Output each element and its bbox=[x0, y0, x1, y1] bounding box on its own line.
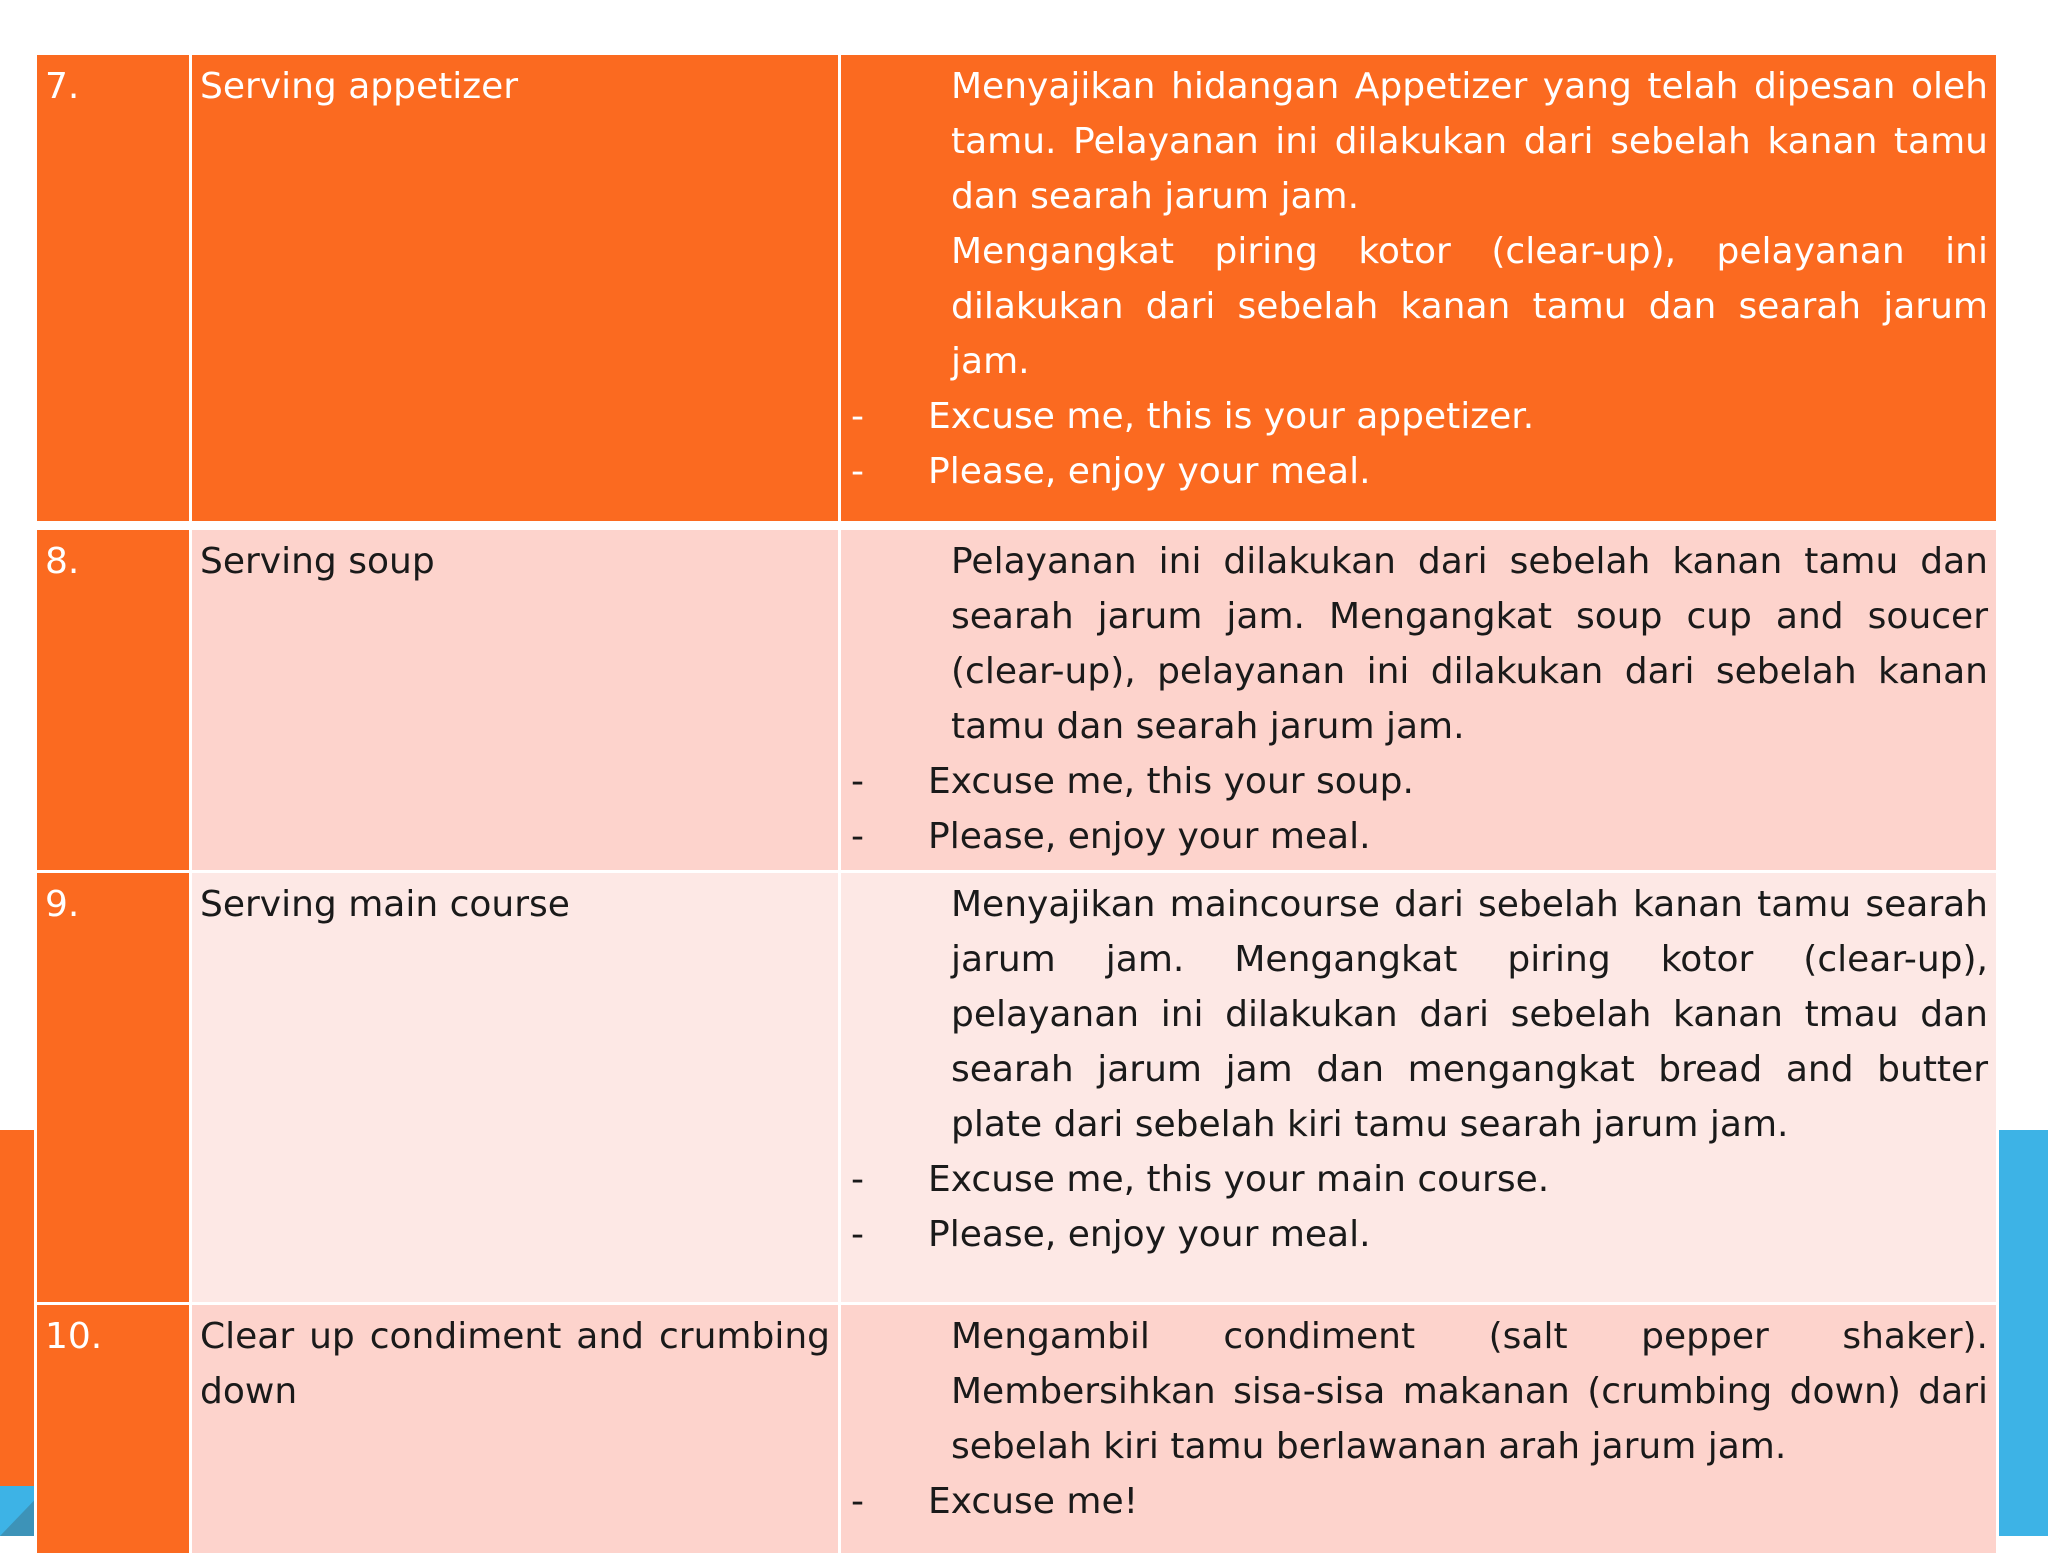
bullet-marker: - bbox=[851, 1214, 864, 1255]
dialogue-bullet bbox=[849, 1207, 1988, 1262]
table-row bbox=[36, 1304, 1998, 1555]
bullet-marker: - bbox=[851, 761, 864, 802]
bullet-text: Please, enjoy your meal. bbox=[928, 1214, 1371, 1255]
step-description-cell bbox=[840, 54, 1998, 526]
bullet-marker: - bbox=[851, 1481, 864, 1522]
description-paragraph: Mengangkat piring kotor (clear-up), pelayanan ini dilakukan dari sebelah kanan tamu dan searah jarum jam. bbox=[951, 231, 1988, 382]
step-description-cell bbox=[840, 872, 1998, 1304]
bullet-text: Please, enjoy your meal. bbox=[928, 816, 1371, 857]
step-name-cell bbox=[191, 872, 840, 1304]
dialogue-bullet bbox=[849, 1474, 1988, 1529]
step-name-cell bbox=[191, 1304, 840, 1555]
dialogue-bullet bbox=[849, 444, 1988, 499]
bullet-text: Excuse me! bbox=[928, 1481, 1139, 1522]
description-paragraph: Mengambil condiment (salt pepper shaker). Membersihkan sisa-sisa makanan (crumbing down) dari sebelah kiri tamu berlawanan arah jarum jam. bbox=[951, 1316, 1988, 1467]
dialogue-bullet bbox=[849, 809, 1988, 864]
bullet-text: Excuse me, this your soup. bbox=[928, 761, 1414, 802]
description-paragraph: Pelayanan ini dilakukan dari sebelah kanan tamu dan searah jarum jam. Mengangkat soup cup and soucer (clear-up), pelayanan ini dilakukan dari sebelah kanan tamu dan searah jarum jam. bbox=[951, 541, 1988, 747]
bullet-marker: - bbox=[851, 396, 864, 437]
bullet-marker: - bbox=[851, 816, 864, 857]
step-number-cell bbox=[36, 872, 191, 1304]
step-number: 7. bbox=[45, 66, 80, 107]
step-name: Serving soup bbox=[200, 541, 435, 582]
bullet-text: Please, enjoy your meal. bbox=[928, 451, 1371, 492]
description-paragraph: Menyajikan hidangan Appetizer yang telah dipesan oleh tamu. Pelayanan ini dilakukan dari sebelah kanan tamu dan searah jarum jam. bbox=[951, 66, 1988, 217]
step-number: 9. bbox=[45, 884, 80, 925]
bullet-text: Excuse me, this is your appetizer. bbox=[928, 396, 1535, 437]
dialogue-bullet bbox=[849, 1152, 1988, 1207]
step-name-cell bbox=[191, 54, 840, 526]
description-paragraph: Menyajikan maincourse dari sebelah kanan tamu searah jarum jam. Mengangkat piring kotor (clear-up), pelayanan ini dilakukan dari sebelah kanan tmau dan searah jarum jam dan mengangkat bread and butter plate dari sebelah kiri tamu searah jarum jam. bbox=[951, 884, 1988, 1145]
service-steps-table bbox=[34, 52, 1999, 1556]
table-row bbox=[36, 54, 1998, 526]
step-description-cell bbox=[840, 526, 1998, 872]
bullet-marker: - bbox=[851, 1159, 864, 1200]
step-name-cell bbox=[191, 526, 840, 872]
step-name: Serving main course bbox=[200, 884, 570, 925]
bullet-marker: - bbox=[851, 451, 864, 492]
step-number: 10. bbox=[45, 1316, 103, 1357]
step-number-cell bbox=[36, 526, 191, 872]
bullet-text: Excuse me, this your main course. bbox=[928, 1159, 1550, 1200]
step-number-cell bbox=[36, 54, 191, 526]
step-name: Serving appetizer bbox=[200, 66, 519, 107]
step-description-cell bbox=[840, 1304, 1998, 1555]
step-name: Clear up condiment and crumbing down bbox=[200, 1316, 830, 1412]
table-row bbox=[36, 526, 1998, 872]
step-number-cell bbox=[36, 1304, 191, 1555]
step-number: 8. bbox=[45, 541, 80, 582]
dialogue-bullet bbox=[849, 389, 1988, 444]
dialogue-bullet bbox=[849, 754, 1988, 809]
table-row bbox=[36, 872, 1998, 1304]
